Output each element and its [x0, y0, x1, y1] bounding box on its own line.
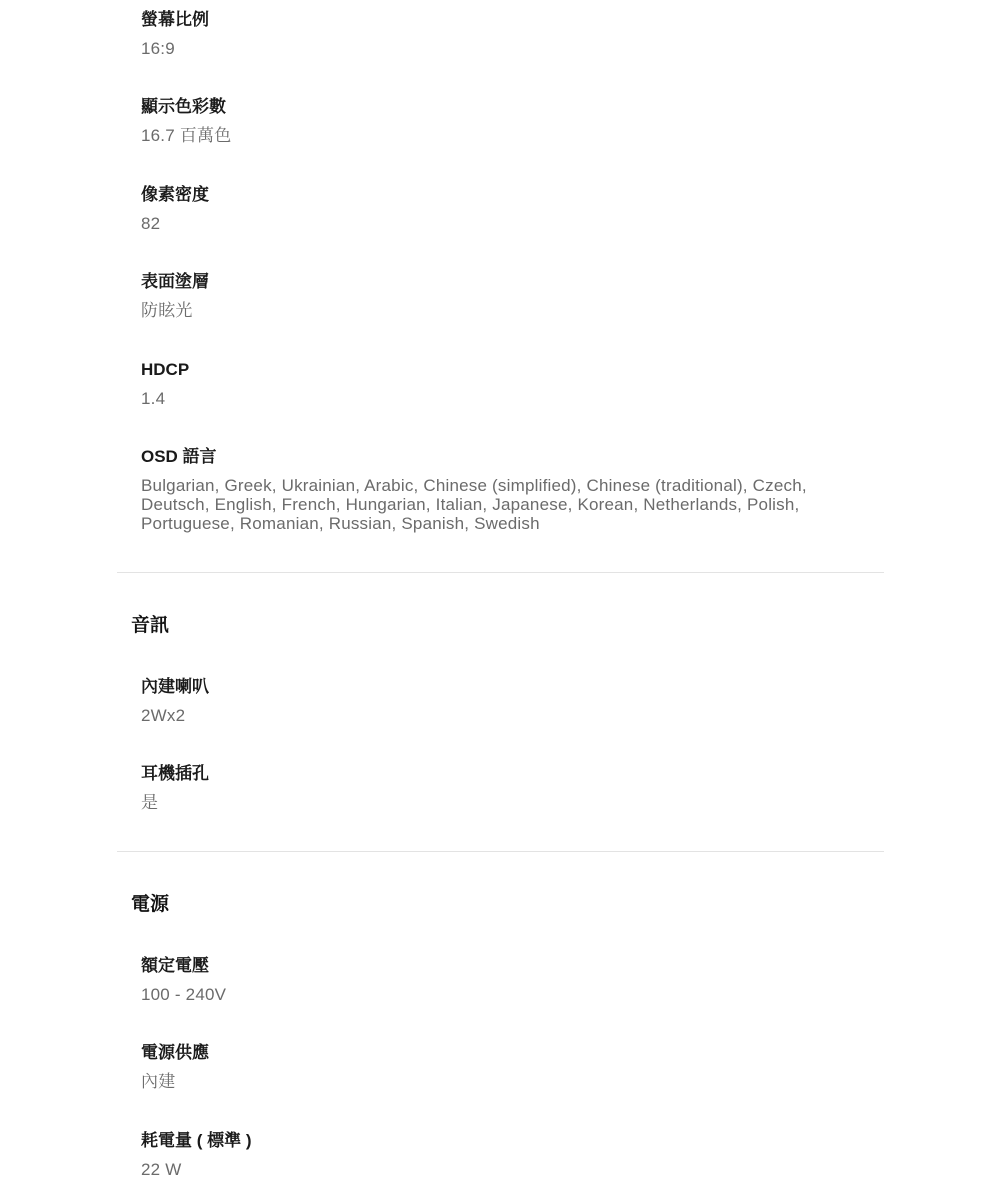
spec-item-built-in-speaker — [141, 676, 871, 725]
spec-item-osd-language — [141, 446, 871, 533]
spec-label: 像素密度 — [141, 185, 209, 204]
spec-label: 耳機插孔 — [141, 764, 209, 783]
spec-item-headphone-jack — [141, 763, 871, 812]
section-divider — [117, 572, 884, 573]
section-title-audio: 音訊 — [131, 615, 170, 636]
spec-value: 2Wx2 — [141, 706, 186, 725]
spec-value: 82 — [141, 214, 161, 233]
spec-label: 螢幕比例 — [141, 10, 209, 29]
spec-label: 內建喇叭 — [141, 677, 209, 696]
spec-label: HDCP — [141, 360, 190, 379]
spec-label: 表面塗層 — [141, 272, 209, 291]
spec-item-display-colors — [141, 96, 871, 145]
spec-item-aspect-ratio — [141, 9, 871, 58]
spec-label: 顯示色彩數 — [141, 97, 226, 116]
spec-label: OSD 語言 — [141, 447, 217, 466]
spec-value: 100 - 240V — [141, 985, 227, 1004]
spec-value: 內建 — [141, 1072, 176, 1091]
spec-value: 16:9 — [141, 39, 175, 58]
spec-item-pixel-density — [141, 184, 871, 233]
spec-item-hdcp — [141, 359, 871, 408]
spec-label: 電源供應 — [141, 1043, 209, 1062]
spec-item-surface-coating — [141, 271, 871, 320]
section-divider — [117, 851, 884, 852]
spec-label: 耗電量 ( 標準 ) — [141, 1131, 252, 1150]
spec-value: 22 W — [141, 1160, 182, 1179]
spec-item-power-consumption — [141, 1130, 871, 1179]
spec-value: 是 — [141, 793, 159, 812]
spec-label: 額定電壓 — [141, 956, 209, 975]
spec-item-power-supply — [141, 1042, 871, 1091]
spec-value: 16.7 百萬色 — [141, 126, 232, 145]
spec-value: 防眩光 — [141, 301, 193, 320]
spec-value: Bulgarian, Greek, Ukrainian, Arabic, Chinese (simplified), Chinese (traditional), Czech, Deutsch, English, French, Hungarian, Italian, Japanese, Korean, Netherlands, Polish, Portuguese, Romanian, Russian, Spanish, Swedish — [141, 476, 807, 533]
spec-item-rated-voltage — [141, 955, 871, 1004]
spec-value: 1.4 — [141, 389, 166, 408]
section-title-power: 電源 — [131, 894, 170, 915]
